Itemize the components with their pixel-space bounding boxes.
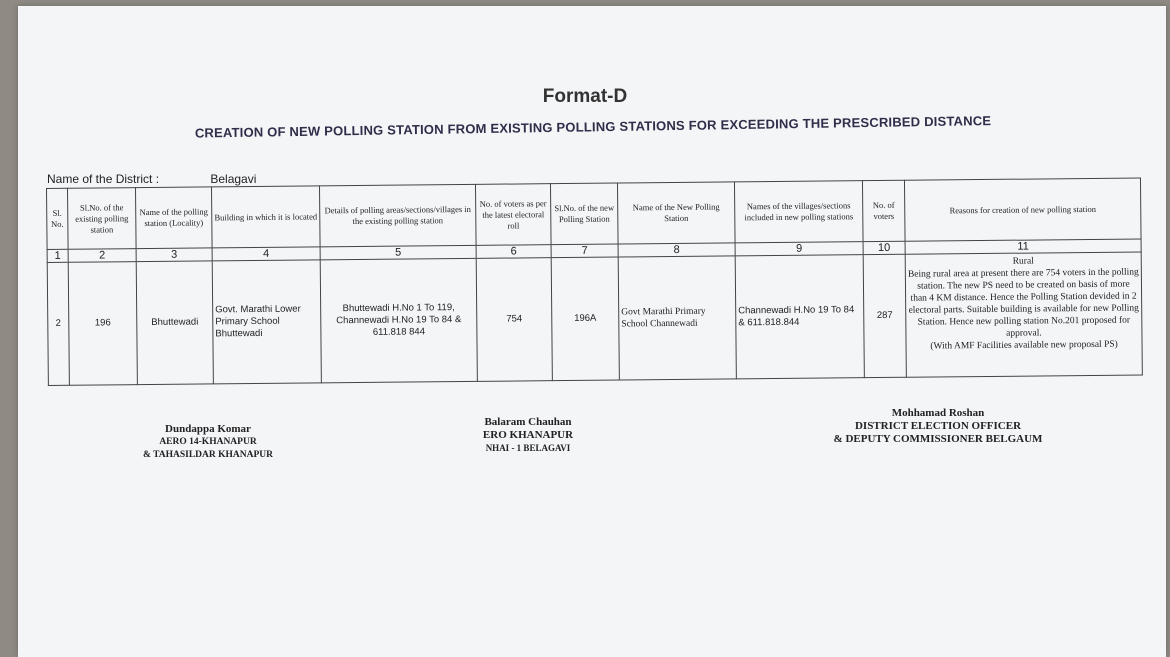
signatory-name: Dundappa Komar — [165, 423, 251, 435]
header-cell: Name of the polling station (Locality) — [136, 187, 213, 249]
column-number: 1 — [47, 249, 68, 262]
building-cell: Govt. Marathi Lower Primary School Bhuttewadi — [212, 260, 321, 384]
new-ps-no-cell: 196A — [551, 257, 619, 381]
column-number: 6 — [476, 245, 551, 259]
signatory-title: & TAHASILDAR KHANAPUR — [142, 450, 274, 460]
new-ps-name-cell: Govt Marathi Primary School Channewadi — [618, 256, 736, 380]
reason-title: Rural — [1012, 256, 1034, 267]
header-cell: Details of polling areas/sections/villages in the existing polling station — [319, 184, 476, 246]
signatory-name: Balaram Chauhan — [484, 416, 572, 428]
header-cell: Reasons for creation of new polling station — [904, 178, 1141, 241]
district-label: Name of the District : — [47, 172, 160, 186]
column-number: 10 — [863, 241, 905, 254]
header-cell: Name of the New Polling Station — [617, 182, 735, 244]
ps-name-cell: Bhuttewadi — [136, 261, 213, 385]
district-value: Belagavi — [210, 172, 257, 186]
table-row — [47, 252, 1142, 385]
polling-table-wrapper — [46, 177, 1143, 386]
column-number: 3 — [136, 248, 212, 262]
header-cell: Building in which it is located — [211, 186, 320, 248]
header-cell: Sl.No. of the new Polling Station — [550, 183, 618, 245]
voters-cell: 754 — [476, 258, 552, 382]
column-number: 4 — [212, 247, 320, 261]
reason-cell — [905, 252, 1142, 377]
column-number: 7 — [551, 244, 618, 258]
header-cell: No. of voters as per the latest electoral roll — [475, 184, 551, 246]
signature-block-deo — [808, 407, 1068, 446]
column-number: 11 — [905, 239, 1141, 254]
header-cell: No. of voters — [862, 180, 905, 241]
reason-text: Being rural area at present there are 754 voters in the polling station. The new PS need to be created on basis of more than 4 KM distance. Hence the Polling Station devided in 2 electoral parts. Suitable building is available for new Polling Station. Hence new polling station No.201 proposed for approval. — [907, 267, 1139, 339]
existing-ps-no-cell: 196 — [68, 262, 137, 386]
signatory-title: DISTRICT ELECTION OFFICER — [854, 420, 1022, 432]
signatory-title: NHAI - 1 BELAGAVI — [485, 443, 571, 453]
sl-no-cell: 2 — [47, 262, 69, 385]
column-number: 8 — [618, 243, 735, 257]
header-cell: Sl. No. — [47, 188, 69, 249]
signatory-title: AERO 14-KHANAPUR — [159, 437, 257, 447]
district-line — [47, 172, 256, 186]
signature-block-ero — [448, 416, 608, 455]
areas-cell: Bhuttewadi H.No 1 To 119, Channewadi H.No 19 To 84 & 611.818 844 — [320, 258, 477, 382]
document-title: Format-D — [542, 86, 628, 107]
signatory-title: & DEPUTY COMMISSIONER BELGAUM — [833, 433, 1043, 445]
header-row — [47, 178, 1142, 249]
column-number: 9 — [735, 242, 863, 256]
signatory-name: Mohhamad Roshan — [891, 407, 985, 419]
document-subtitle: CREATION OF NEW POLLING STATION FROM EXISTING POLLING STATIONS FOR EXCEEDING THE PRESCRIBED DISTANCE — [194, 113, 992, 141]
new-villages-cell: Channewadi H.No 19 To 84 & 611.818.844 — [735, 255, 864, 379]
header-cell: Sl.No. of the existing polling station — [68, 188, 137, 250]
signatory-title: ERO KHANAPUR — [482, 429, 574, 441]
signature-block-aero — [118, 423, 298, 462]
new-voters-cell: 287 — [863, 254, 906, 377]
header-cell: Names of the villages/sections included in new polling stations — [734, 181, 863, 243]
column-number: 5 — [320, 245, 476, 259]
column-number: 2 — [68, 249, 136, 263]
reason-note: (With AMF Facilities available new proposal PS) — [930, 339, 1118, 352]
polling-station-table — [46, 177, 1143, 386]
